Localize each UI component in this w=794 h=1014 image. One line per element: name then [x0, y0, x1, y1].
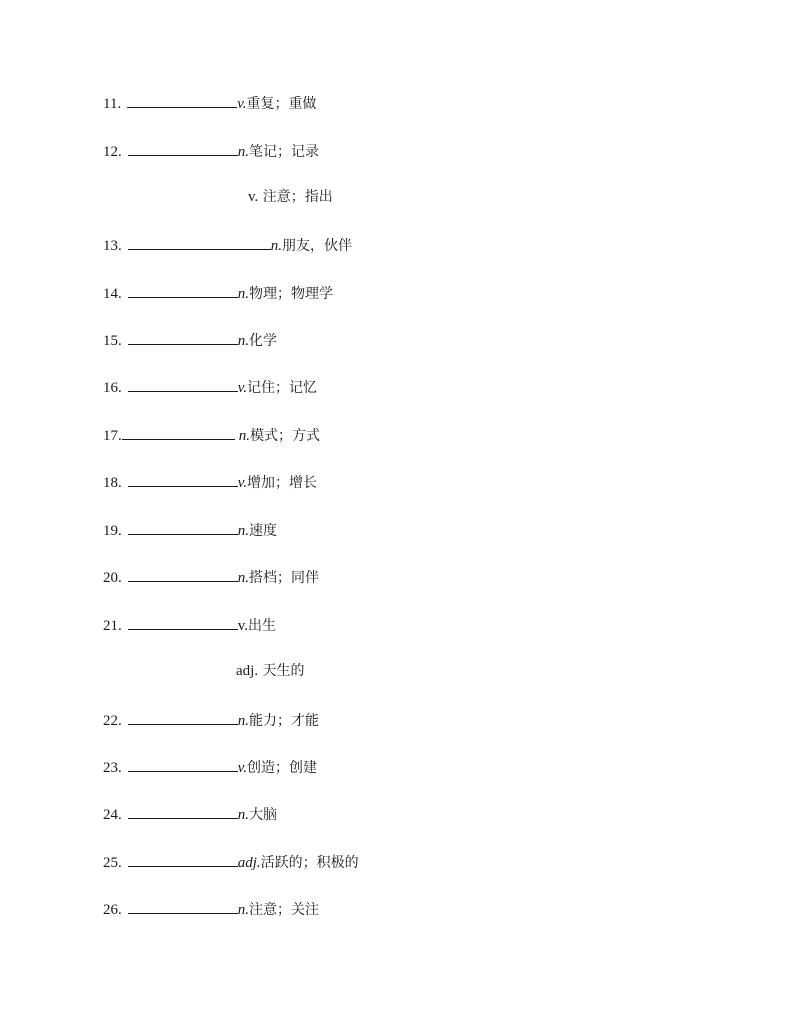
item-number: 13.: [103, 238, 122, 254]
definition: 物理；物理学: [249, 286, 333, 302]
definition: 增加；增长: [247, 475, 318, 491]
item-number: 25.: [103, 855, 122, 871]
answer-blank[interactable]: [128, 567, 238, 582]
answer-blank[interactable]: [128, 899, 238, 914]
definition: 注意；指出: [258, 189, 333, 205]
vocab-item: [103, 615, 276, 635]
item-number: 26.: [103, 902, 122, 918]
definition: 大脑: [249, 807, 277, 823]
definition: 注意；关注: [249, 902, 319, 918]
definition: 模式；方式: [250, 428, 320, 444]
answer-blank[interactable]: [128, 141, 238, 156]
vocab-item: [103, 330, 277, 350]
vocab-item: [103, 899, 319, 919]
definition: 出生: [248, 618, 277, 634]
answer-blank[interactable]: [127, 93, 237, 108]
part-of-speech: adj.: [236, 663, 259, 679]
vocab-item: [103, 852, 359, 872]
vocab-item: [103, 520, 277, 540]
part-of-speech: v.: [237, 760, 248, 776]
vocab-item: [103, 283, 333, 303]
item-number: 15.: [103, 333, 122, 349]
part-of-speech: n.: [237, 902, 249, 918]
part-of-speech: n.: [237, 713, 249, 729]
part-of-speech: v.: [237, 380, 248, 396]
vocab-item: [103, 567, 319, 587]
vocab-item: [103, 710, 319, 730]
definition: 搭档；同伴: [249, 570, 319, 586]
item-number: 22.: [103, 713, 122, 729]
answer-blank[interactable]: [128, 804, 238, 819]
item-number: 23.: [103, 760, 122, 776]
part-of-speech: n.: [238, 428, 250, 444]
part-of-speech: v.: [237, 475, 248, 491]
definition: 笔记；记录: [249, 144, 319, 160]
answer-blank[interactable]: [128, 377, 238, 392]
vocab-item: [103, 141, 319, 161]
definition: 记住；记忆: [247, 380, 318, 396]
definition: 化学: [249, 333, 277, 349]
definition: 活跃的；积极的: [260, 855, 359, 871]
item-number: 16.: [103, 380, 122, 396]
part-of-speech: n.: [237, 286, 249, 302]
part-of-speech: n.: [270, 238, 282, 254]
vocab-item: [103, 377, 317, 397]
vocab-item: [103, 804, 277, 824]
item-number: 12.: [103, 144, 122, 160]
answer-blank[interactable]: [128, 615, 238, 630]
sub-definition: [248, 188, 333, 206]
part-of-speech: n.: [237, 333, 249, 349]
vocab-item: [103, 425, 320, 445]
part-of-speech: adj.: [237, 855, 261, 871]
definition: 速度: [249, 523, 277, 539]
sub-definition: [236, 662, 305, 680]
vocab-item: [103, 93, 317, 113]
answer-blank[interactable]: [128, 283, 238, 298]
vocab-item: [103, 235, 352, 255]
vocab-item: [103, 757, 317, 777]
answer-blank[interactable]: [128, 520, 238, 535]
part-of-speech: n.: [237, 807, 249, 823]
item-number: 24.: [103, 807, 122, 823]
answer-blank[interactable]: [128, 852, 238, 867]
definition: 重复；重做: [246, 96, 317, 112]
vocab-item: [103, 472, 317, 492]
part-of-speech: n.: [237, 523, 249, 539]
answer-blank[interactable]: [128, 472, 238, 487]
item-number: 19.: [103, 523, 122, 539]
definition: 能力；才能: [249, 713, 319, 729]
definition: 创造；创建: [247, 760, 318, 776]
definition: 朋友，伙伴: [282, 238, 352, 254]
item-number: 20.: [103, 570, 122, 586]
item-number: 11.: [103, 96, 122, 112]
part-of-speech: v.: [237, 96, 247, 112]
item-number: 18.: [103, 475, 122, 491]
item-number: 14.: [103, 286, 122, 302]
part-of-speech: n.: [237, 144, 249, 160]
item-number: 21.: [103, 618, 122, 634]
part-of-speech: v.: [248, 189, 259, 205]
part-of-speech: v.: [237, 618, 249, 634]
definition: 天生的: [258, 663, 305, 679]
answer-blank[interactable]: [128, 235, 271, 250]
answer-blank[interactable]: [122, 425, 235, 440]
answer-blank[interactable]: [128, 710, 238, 725]
item-number: 17.: [103, 428, 122, 444]
answer-blank[interactable]: [128, 330, 238, 345]
answer-blank[interactable]: [128, 757, 238, 772]
part-of-speech: n.: [237, 570, 249, 586]
